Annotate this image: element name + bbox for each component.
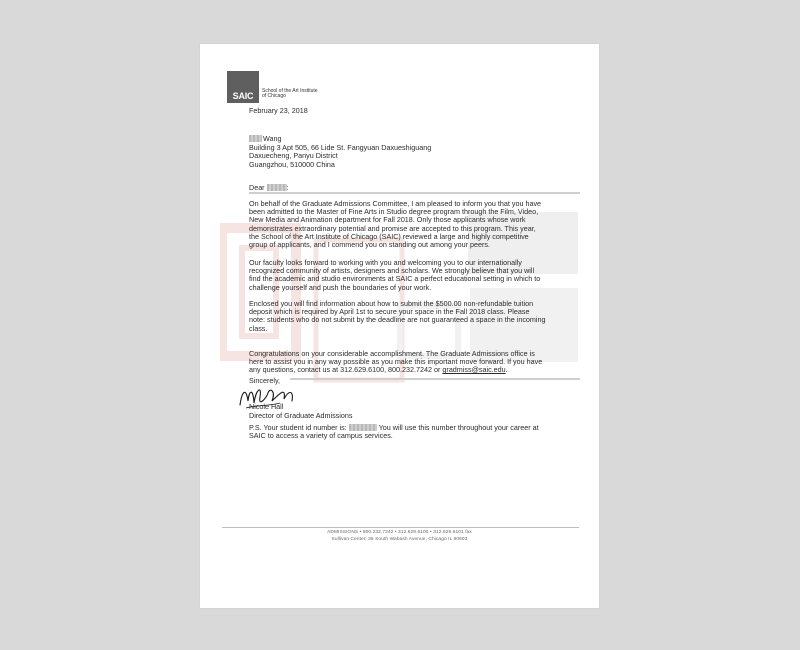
saic-logo <box>227 71 318 103</box>
address-line: Guangzhou, 510000 China <box>249 159 335 169</box>
footer-divider <box>222 527 579 528</box>
salutation: Dear : <box>249 183 289 192</box>
postscript: P.S. Your student id number is: You will use this number throughout your career at SAIC to access a variety of campus services. <box>249 423 539 441</box>
letter-date: February 23, 2018 <box>249 106 308 115</box>
recipient-address <box>249 135 431 169</box>
body-paragraph: Congratulations on your considerable accomplishment. The Graduate Admissions office is here to assist you in any way possible as you make this important move forward. If you have any questions, contact us at 312.629.6100, 800.232.7242 or gradmiss@saic.edu. <box>249 349 543 375</box>
signer-title: Director of Graduate Admissions <box>249 410 353 420</box>
email-link[interactable]: gradmiss@saic.edu <box>442 365 506 375</box>
signer-block <box>249 403 352 420</box>
divider <box>290 378 580 380</box>
body-paragraph: Our faculty looks forward to working with you and welcoming you to our internationally recognized community of artists, designers and scholars. We strongly believe that you will find the academic and studio environments at SAIC a perfect educational setting in which to challenge yourself and push the boundaries of your work. <box>249 258 541 292</box>
redacted-student-id <box>349 424 377 431</box>
divider <box>249 192 580 194</box>
address-line: Daxuecheng, Panyu District <box>249 151 338 161</box>
redacted-given-name <box>249 135 262 142</box>
body-paragraph: On behalf of the Graduate Admissions Committee, I am pleased to inform you that you have been admitted to the Master of Fine Arts in Studio degree program through the Film, Video, New Media and Animation department for Fall 2018. Only those applicants whose work demonstrates extraordinary potential and promise are accepted to this program. This year, the School of the Art Institute of Chicago (SAIC) reviewed a large and highly competitive group of applicants, and I commend you on standing out among your peers. <box>249 199 542 250</box>
recipient-name: Wang <box>249 135 431 144</box>
redacted-recipient-name <box>267 184 287 191</box>
letter-page <box>200 44 599 608</box>
body-paragraph: Enclosed you will find information about how to submit the $500.00 non-refundable tuition deposit which is required by April 1st to secure your space in the Fall 2018 class. Please note: students who do not submit by the deadline are not guaranteed a space in the incoming class. <box>249 299 546 333</box>
saic-logo-mark: SAIC <box>227 71 259 103</box>
signer-name: Nicole Hall <box>249 402 284 411</box>
address-line: Building 3 Apt 505, 66 Lide St. Fangyuan Daxueshiguang <box>249 142 432 152</box>
footer-address: Sullivan Center, 36 South Wabash Avenue, Chicago IL 60603 <box>331 537 468 542</box>
footer-contact: ADMISSIONS • 800.232.7242 • 312.629.6100 • 312.629.6101 fax <box>327 530 472 535</box>
closing: Sincerely, <box>249 376 281 385</box>
saic-logo-name: School of the Art Institute of Chicago <box>262 87 318 99</box>
